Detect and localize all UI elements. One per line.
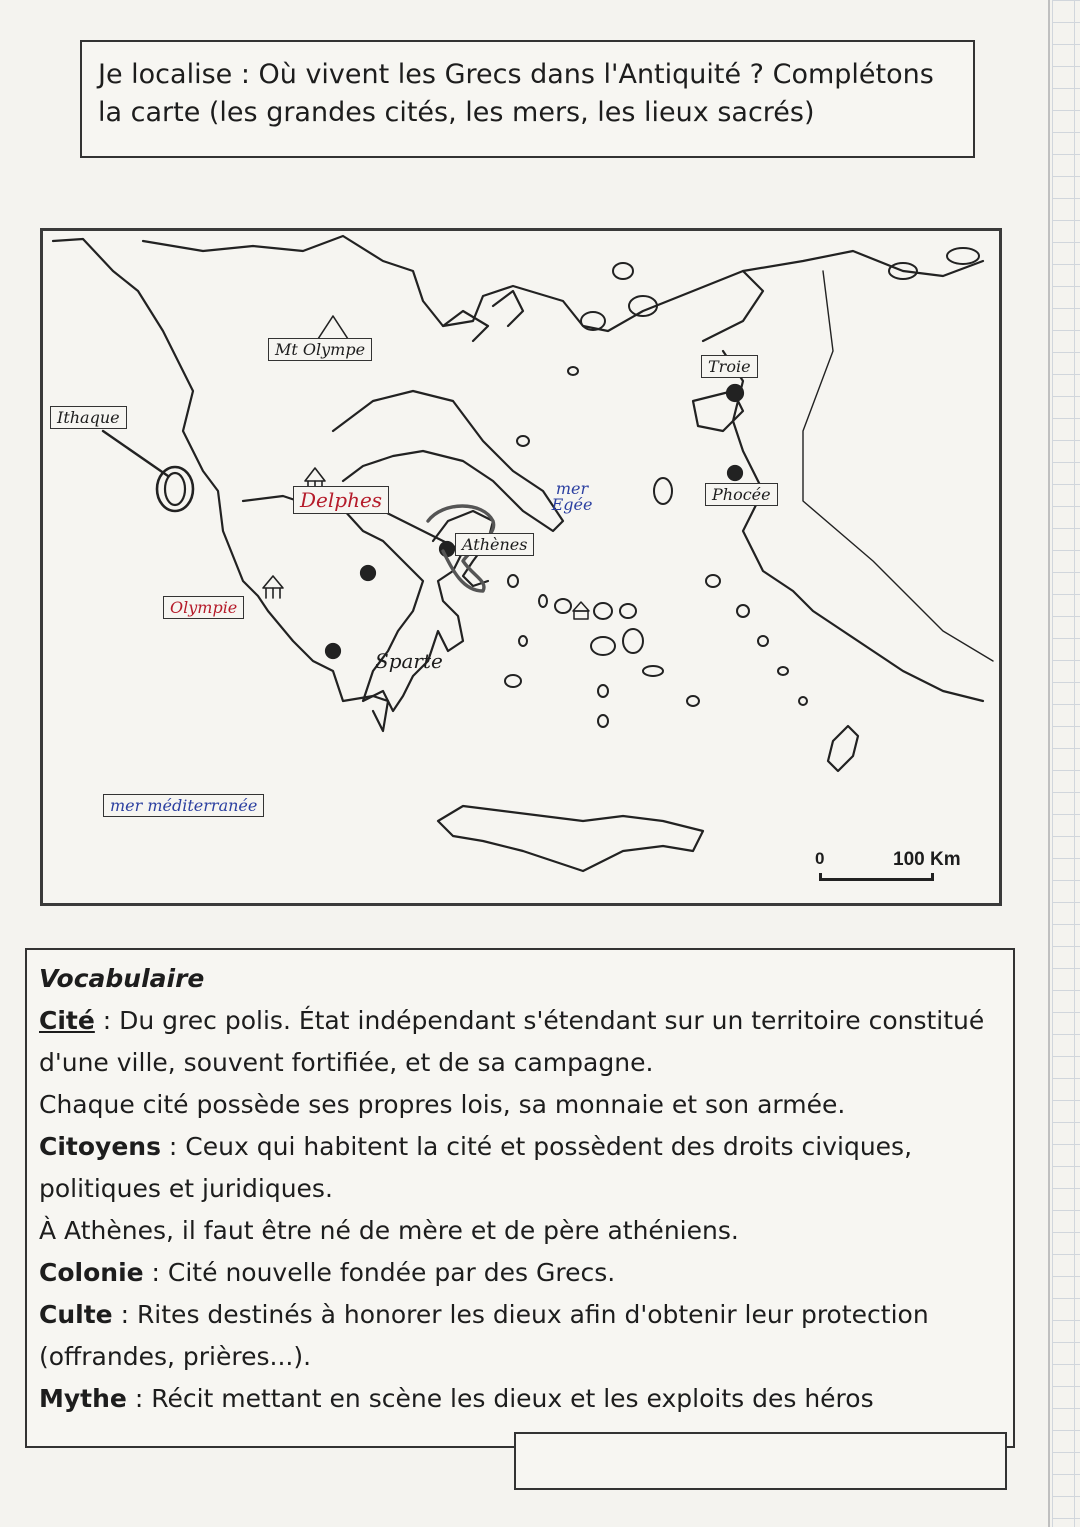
def-colonie: : Cité nouvelle fondée par des Grecs.	[143, 1258, 616, 1287]
label-phocee-text: Phocée	[712, 485, 771, 504]
def-mythe: : Récit mettant en scène les dieux et les exploits des héros	[126, 1384, 874, 1413]
label-mediterranee-text: mer méditerranée	[110, 796, 258, 815]
term-cite: Cité	[39, 1006, 95, 1035]
term-citoyens: Citoyens	[39, 1132, 161, 1161]
instruction-box	[80, 40, 975, 158]
label-ithaque	[50, 406, 127, 429]
page-edge	[1048, 0, 1050, 1527]
label-mer-egee	[537, 481, 607, 513]
def-culte: : Rites destinés à honorer les dieux afin d'obtenir leur protection (offrandes, prières...).	[39, 1300, 929, 1371]
vocab-culte	[39, 1294, 1001, 1378]
def-cite: : Du grec polis. État indépendant s'étendant sur un territoire constitué d'une ville, souvent fortifiée, et de sa campagne.	[39, 1006, 985, 1077]
instruction-text: Je localise : Où vivent les Grecs dans l'Antiquité ? Complétons la carte (les grandes cités, les mers, les lieux sacrés)	[98, 59, 934, 128]
delphes-dot	[361, 566, 375, 580]
label-phocee	[705, 483, 778, 506]
empty-answer-box	[514, 1432, 1007, 1490]
crete-island	[438, 806, 703, 871]
label-ithaque-text: Ithaque	[57, 408, 120, 427]
ithaque-arrow	[103, 431, 168, 476]
label-mediterranee	[103, 794, 264, 817]
label-athenes-text: Athènes	[462, 535, 528, 554]
ithaca-island	[165, 473, 185, 505]
scale-bar	[819, 878, 934, 881]
label-troie-text: Troie	[708, 357, 751, 376]
vocab-citoyens-extra: À Athènes, il faut être né de mère et de père athéniens.	[39, 1216, 739, 1245]
peloponnese-coast	[243, 496, 463, 711]
vocab-cite-extra: Chaque cité possède ses propres lois, sa monnaie et son armée.	[39, 1090, 846, 1119]
term-mythe: Mythe	[39, 1384, 127, 1413]
label-delphes	[293, 486, 389, 514]
vocabulary-box	[25, 948, 1015, 1448]
map-of-ancient-greece	[40, 228, 1002, 906]
vocab-cite	[39, 1000, 1001, 1084]
temple-icon-olympie	[263, 576, 283, 598]
label-olympie	[163, 596, 244, 619]
label-troie	[701, 355, 758, 378]
label-delphes-text: Delphes	[300, 488, 383, 512]
temple-icon-delos	[573, 602, 589, 619]
troie-dot	[727, 385, 743, 401]
rhodes-island	[828, 726, 858, 771]
vocabulary-title: Vocabulaire	[39, 964, 205, 993]
label-olympe	[268, 338, 372, 361]
athenes-dot	[440, 542, 454, 556]
term-colonie: Colonie	[39, 1258, 144, 1287]
grid-paper-edge	[1052, 0, 1080, 1527]
label-sparte	[375, 649, 443, 673]
term-culte: Culte	[39, 1300, 113, 1329]
vocab-mythe	[39, 1378, 1001, 1420]
label-athenes	[455, 533, 534, 556]
asia-minor-inland	[803, 271, 993, 661]
sparte-dot	[326, 644, 340, 658]
north-coast	[143, 236, 983, 331]
label-sparte-text: Sparte	[375, 649, 443, 673]
vocab-colonie	[39, 1252, 1001, 1294]
vocab-citoyens	[39, 1126, 1001, 1210]
scale-distance: 100 Km	[893, 849, 961, 870]
def-citoyens: : Ceux qui habitent la cité et possèdent des droits civiques, politiques et juridiques.	[39, 1132, 913, 1203]
phocee-dot	[728, 466, 742, 480]
label-olympe-text: Mt Olympe	[275, 340, 366, 359]
scale-zero: 0	[815, 849, 825, 868]
label-mer-egee-text: mer Egée	[551, 479, 593, 514]
label-olympie-text: Olympie	[170, 598, 238, 617]
